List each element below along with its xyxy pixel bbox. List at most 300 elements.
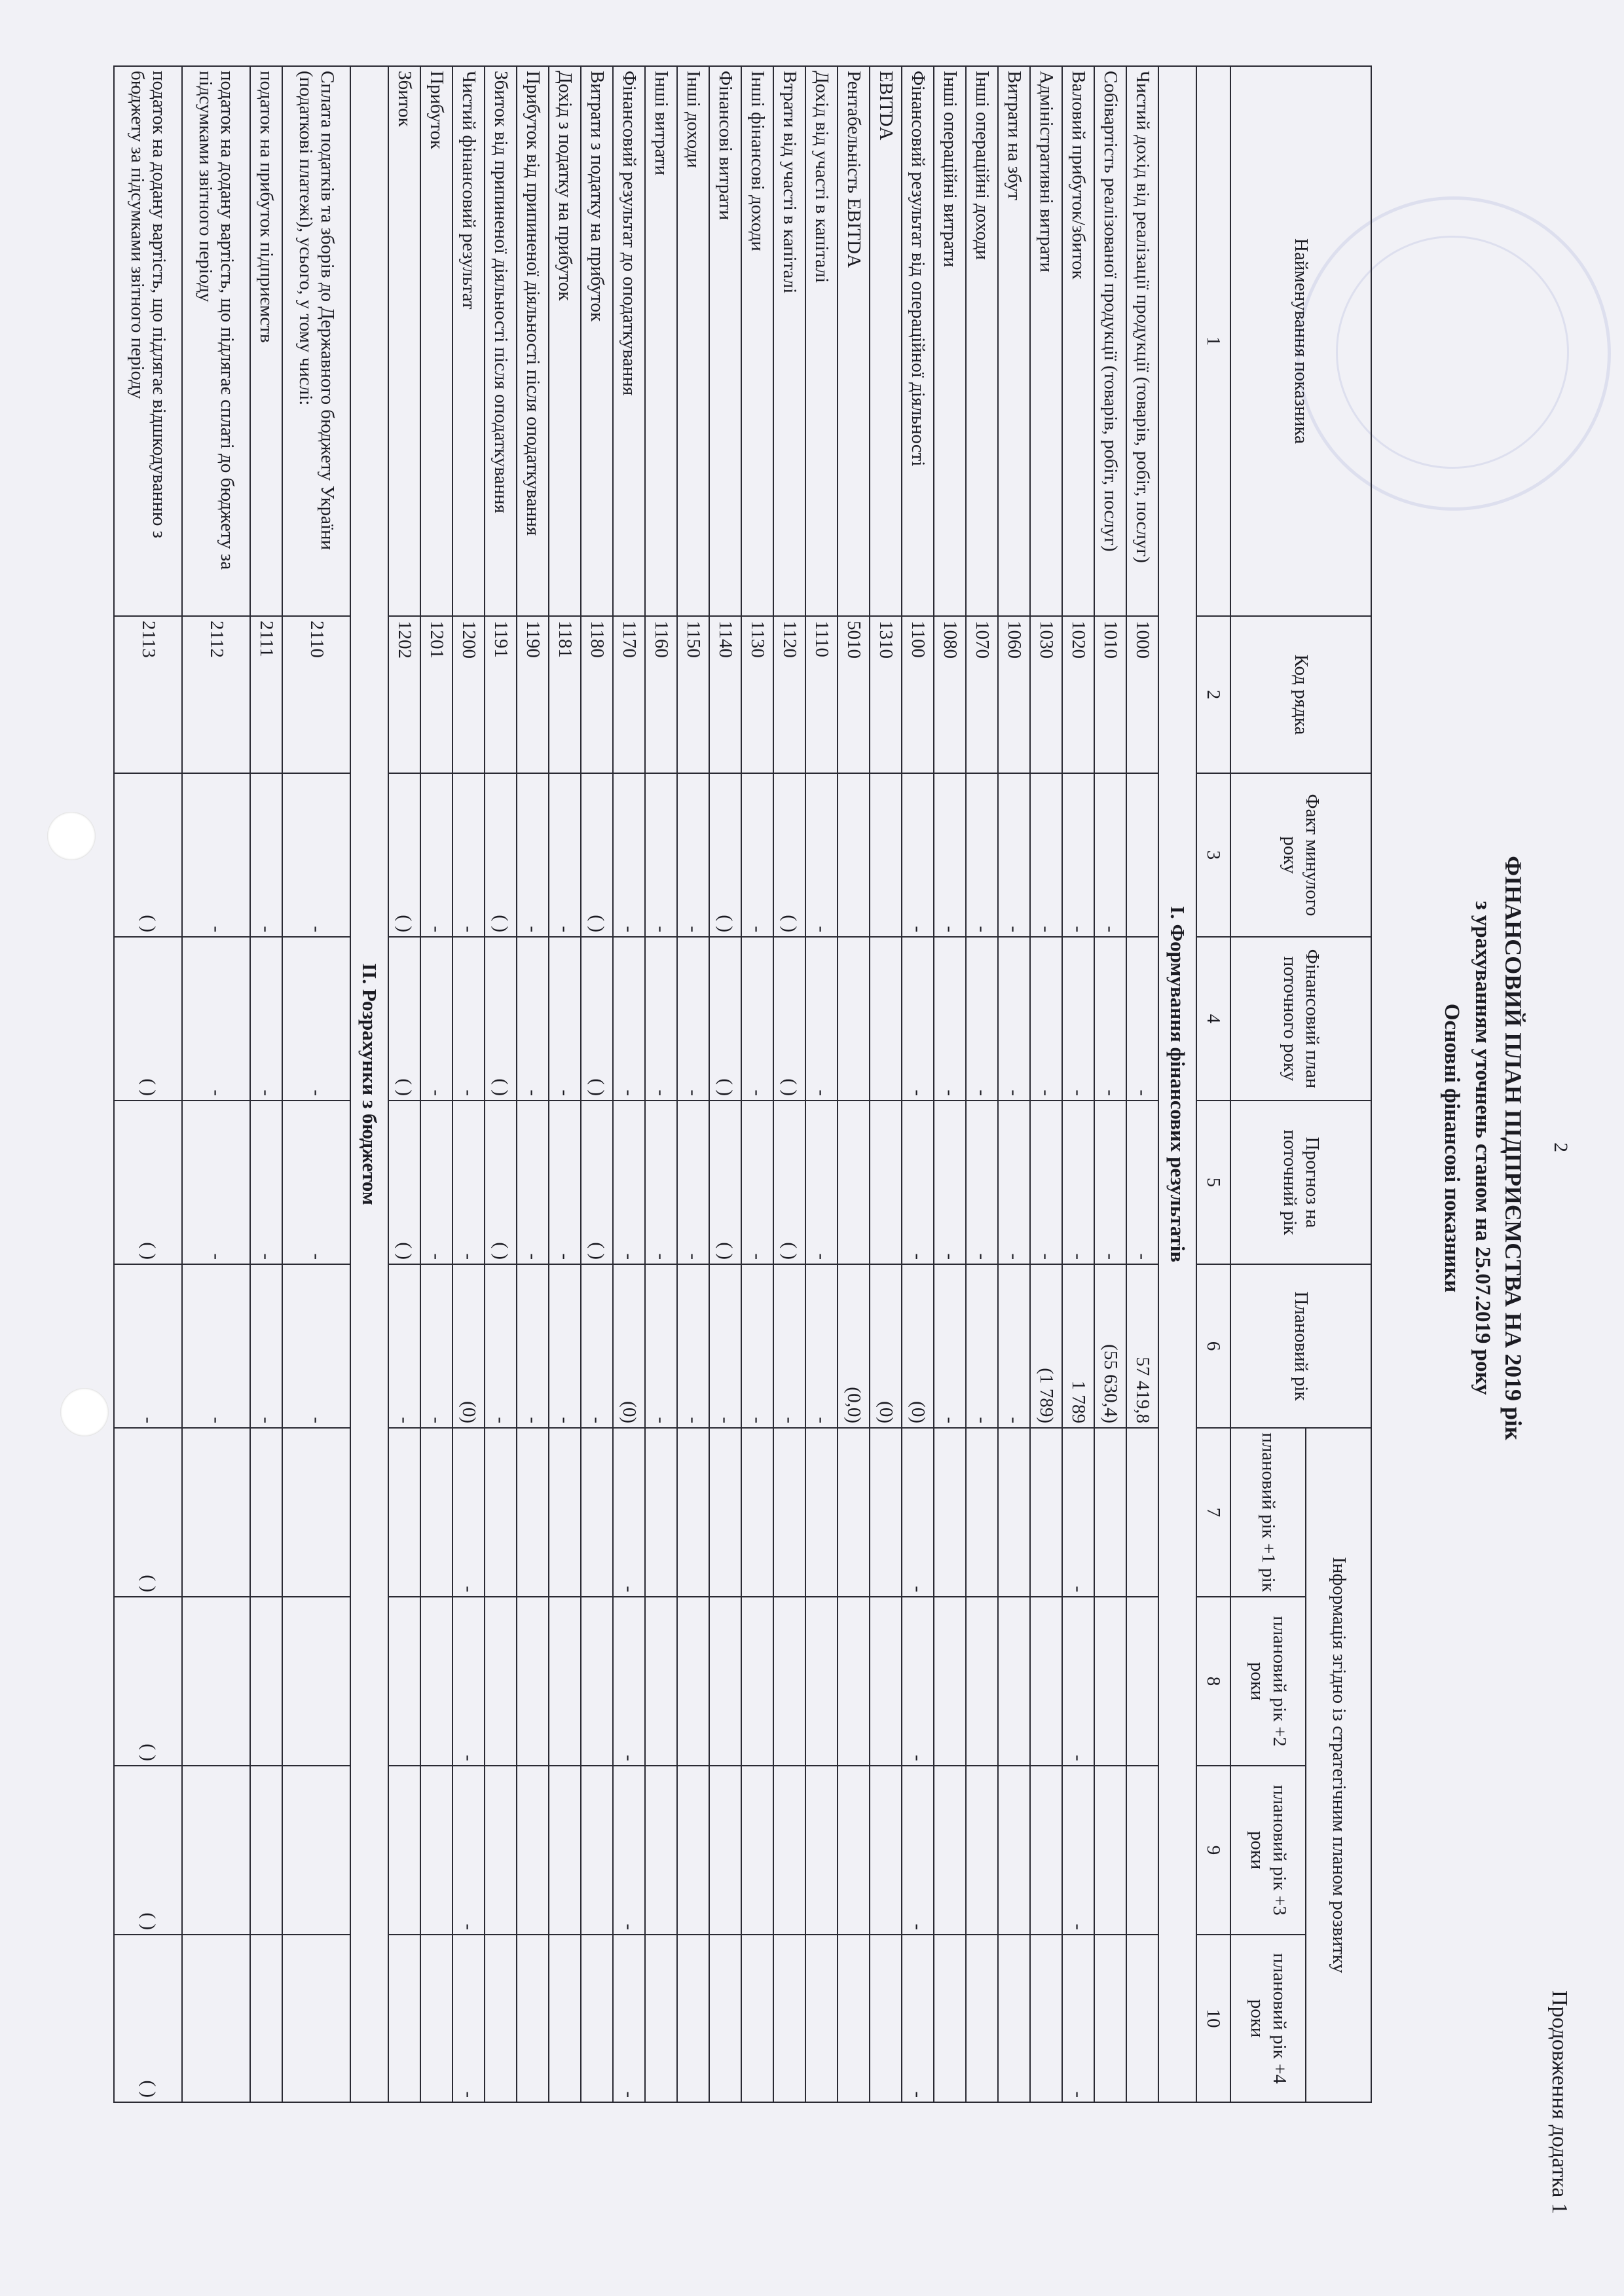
row-value: - bbox=[902, 1597, 934, 1766]
row-value bbox=[773, 1597, 805, 1766]
row-code: 1190 bbox=[517, 616, 549, 773]
row-code: 1202 bbox=[388, 616, 420, 773]
row-value: - bbox=[998, 937, 1030, 1101]
table-row bbox=[645, 66, 677, 2102]
row-value bbox=[581, 1935, 613, 2102]
row-value bbox=[709, 1597, 741, 1766]
row-code: 1120 bbox=[773, 616, 805, 773]
row-value: - bbox=[998, 1101, 1030, 1264]
row-value bbox=[182, 1428, 250, 1597]
section-1-body bbox=[1158, 66, 1196, 2102]
header-fact: Факт минулого року bbox=[1230, 773, 1371, 937]
row-code: 1160 bbox=[645, 616, 677, 773]
row-code: 1000 bbox=[1126, 616, 1158, 773]
table-row bbox=[1030, 66, 1062, 2102]
row-value: - bbox=[114, 1264, 182, 1428]
row-code: 1020 bbox=[1062, 616, 1094, 773]
row-value: - bbox=[282, 1101, 350, 1264]
row-value bbox=[485, 1766, 517, 1935]
row-value: - bbox=[966, 937, 998, 1101]
row-value: ( ) bbox=[709, 773, 741, 937]
row-value: - bbox=[645, 937, 677, 1101]
appendix-continuation: Продовження додатка 1 bbox=[1547, 1990, 1572, 2214]
row-code: 1140 bbox=[709, 616, 741, 773]
row-value bbox=[1126, 1428, 1158, 1597]
row-value: - bbox=[1062, 1597, 1094, 1766]
row-indicator-name: Собівартість реалізованої продукції (товарів, робіт, послуг) bbox=[1094, 66, 1126, 616]
row-code: 5010 bbox=[838, 616, 870, 773]
row-code: 1180 bbox=[581, 616, 613, 773]
row-indicator-name: Дохід від участі в капіталі bbox=[805, 66, 838, 616]
row-value bbox=[485, 1597, 517, 1766]
table-row bbox=[677, 66, 709, 2102]
table-row bbox=[1094, 66, 1126, 2102]
row-value: - bbox=[677, 937, 709, 1101]
row-value: ( ) bbox=[709, 937, 741, 1101]
row-indicator-name: Збиток bbox=[388, 66, 420, 616]
row-value bbox=[870, 1428, 902, 1597]
row-value bbox=[677, 1428, 709, 1597]
row-value: - bbox=[902, 937, 934, 1101]
table-row bbox=[420, 66, 452, 2102]
row-value: - bbox=[1062, 1101, 1094, 1264]
row-value: - bbox=[934, 773, 966, 937]
row-value bbox=[870, 1597, 902, 1766]
row-value bbox=[934, 1766, 966, 1935]
row-value: - bbox=[645, 773, 677, 937]
row-value: - bbox=[902, 1428, 934, 1597]
row-value bbox=[517, 1428, 549, 1597]
row-value: - bbox=[182, 1101, 250, 1264]
row-value: ( ) bbox=[773, 773, 805, 937]
row-value: - bbox=[613, 1935, 645, 2102]
row-value: ( ) bbox=[114, 1101, 182, 1264]
row-value: ( ) bbox=[581, 773, 613, 937]
table-row bbox=[250, 66, 282, 2102]
row-value: - bbox=[677, 1101, 709, 1264]
table-row bbox=[773, 66, 805, 2102]
row-value bbox=[645, 1935, 677, 2102]
row-value bbox=[677, 1935, 709, 2102]
row-indicator-name: Чистий фінансовий результат bbox=[452, 66, 485, 616]
document-title: ФІНАНСОВИЙ ПЛАН ПІДПРИЄМСТВА НА 2019 рік bbox=[1500, 856, 1526, 1440]
row-value: (0) bbox=[613, 1264, 645, 1428]
row-value: - bbox=[420, 937, 452, 1101]
row-value bbox=[388, 1428, 420, 1597]
row-value bbox=[677, 1597, 709, 1766]
table-row bbox=[966, 66, 998, 2102]
row-value: - bbox=[581, 1264, 613, 1428]
row-value: ( ) bbox=[773, 1101, 805, 1264]
header-strategic: Інформація згідно із стратегічним планом розвитку bbox=[1306, 1428, 1371, 2102]
row-value bbox=[870, 1766, 902, 1935]
row-code: 2110 bbox=[282, 616, 350, 773]
row-value bbox=[966, 1766, 998, 1935]
row-value: ( ) bbox=[581, 1101, 613, 1264]
table-row bbox=[741, 66, 773, 2102]
row-value: - bbox=[934, 1101, 966, 1264]
row-value: 1 789 bbox=[1062, 1264, 1094, 1428]
row-value: - bbox=[677, 773, 709, 937]
row-value bbox=[805, 1428, 838, 1597]
row-value: - bbox=[645, 1101, 677, 1264]
row-value: - bbox=[998, 773, 1030, 937]
column-number: 5 bbox=[1196, 1101, 1230, 1264]
row-value: - bbox=[282, 1264, 350, 1428]
row-value bbox=[1126, 1597, 1158, 1766]
row-indicator-name: Інші операційні витрати bbox=[934, 66, 966, 616]
row-value bbox=[549, 1428, 581, 1597]
column-number: 6 bbox=[1196, 1264, 1230, 1428]
row-indicator-name: Інші витрати bbox=[645, 66, 677, 616]
row-value: ( ) bbox=[485, 773, 517, 937]
row-value bbox=[773, 1428, 805, 1597]
table-row bbox=[870, 66, 902, 2102]
row-value bbox=[1030, 1766, 1062, 1935]
row-value bbox=[934, 1935, 966, 2102]
row-value bbox=[709, 1428, 741, 1597]
row-value: - bbox=[549, 1101, 581, 1264]
row-value bbox=[250, 1428, 282, 1597]
row-value bbox=[549, 1597, 581, 1766]
row-value: (0) bbox=[902, 1264, 934, 1428]
table-row bbox=[934, 66, 966, 2102]
row-value bbox=[709, 1766, 741, 1935]
row-value: - bbox=[613, 1766, 645, 1935]
header-year-3: плановий рік +3 роки bbox=[1230, 1766, 1306, 1935]
column-number: 3 bbox=[1196, 773, 1230, 937]
row-value: - bbox=[452, 1766, 485, 1935]
row-value bbox=[741, 1935, 773, 2102]
row-value bbox=[420, 1597, 452, 1766]
row-value: - bbox=[452, 773, 485, 937]
column-number: 4 bbox=[1196, 937, 1230, 1101]
row-value bbox=[182, 1935, 250, 2102]
row-value: - bbox=[1030, 773, 1062, 937]
row-indicator-name: Витрати на збут bbox=[998, 66, 1030, 616]
row-value bbox=[581, 1597, 613, 1766]
table-row bbox=[182, 66, 250, 2102]
table-row bbox=[1126, 66, 1158, 2102]
row-value: - bbox=[709, 1264, 741, 1428]
row-value: - bbox=[966, 1101, 998, 1264]
row-value: - bbox=[1126, 1101, 1158, 1264]
row-value: - bbox=[250, 937, 282, 1101]
row-value bbox=[581, 1428, 613, 1597]
row-value: - bbox=[452, 937, 485, 1101]
row-value: ( ) bbox=[388, 937, 420, 1101]
row-value: - bbox=[773, 1264, 805, 1428]
row-indicator-name: Рентабельність EBITDA bbox=[838, 66, 870, 616]
row-indicator-name: Адміністративні витрати bbox=[1030, 66, 1062, 616]
row-value bbox=[1126, 1766, 1158, 1935]
column-number: 10 bbox=[1196, 1935, 1230, 2102]
row-value: - bbox=[549, 1264, 581, 1428]
row-value bbox=[645, 1597, 677, 1766]
table-row bbox=[709, 66, 741, 2102]
row-value bbox=[282, 1428, 350, 1597]
row-value: (1 789) bbox=[1030, 1264, 1062, 1428]
row-indicator-name: податок на додану вартість, що підлягає відшкодуванню з бюджету за підсумками звітного періоду bbox=[114, 66, 182, 616]
row-value bbox=[838, 1766, 870, 1935]
row-value bbox=[934, 1428, 966, 1597]
header-code: Код рядка bbox=[1230, 616, 1371, 773]
row-code: 1150 bbox=[677, 616, 709, 773]
row-value: (0,0) bbox=[838, 1264, 870, 1428]
row-value: - bbox=[741, 773, 773, 937]
financial-indicators-table bbox=[113, 65, 1372, 2103]
row-value: - bbox=[934, 937, 966, 1101]
row-code: 2111 bbox=[250, 616, 282, 773]
row-value bbox=[998, 1428, 1030, 1597]
row-value: - bbox=[182, 773, 250, 937]
row-value bbox=[998, 1935, 1030, 2102]
row-value: - bbox=[182, 1264, 250, 1428]
table-row bbox=[517, 66, 549, 2102]
row-code: 1170 bbox=[613, 616, 645, 773]
row-value: ( ) bbox=[388, 1101, 420, 1264]
document-subtitle-2: Основні фінансові показники bbox=[1440, 1003, 1464, 1293]
row-value bbox=[282, 1935, 350, 2102]
row-value: - bbox=[1062, 1766, 1094, 1935]
row-value bbox=[966, 1428, 998, 1597]
row-code: 1310 bbox=[870, 616, 902, 773]
row-code: 1100 bbox=[902, 616, 934, 773]
row-indicator-name: Прибуток bbox=[420, 66, 452, 616]
row-value: - bbox=[902, 773, 934, 937]
row-code: 1110 bbox=[805, 616, 838, 773]
header-year-4: плановий рік +4 роки bbox=[1230, 1935, 1306, 2102]
row-value bbox=[549, 1766, 581, 1935]
row-value: (55 630,4) bbox=[1094, 1264, 1126, 1428]
row-value bbox=[485, 1428, 517, 1597]
row-value: ( ) bbox=[485, 937, 517, 1101]
row-value: ( ) bbox=[581, 937, 613, 1101]
table-row bbox=[902, 66, 934, 2102]
table-row bbox=[805, 66, 838, 2102]
row-code: 1030 bbox=[1030, 616, 1062, 773]
column-number: 8 bbox=[1196, 1597, 1230, 1766]
row-value bbox=[838, 773, 870, 937]
row-value bbox=[709, 1935, 741, 2102]
header-year-1: плановий рік +1 рік bbox=[1230, 1428, 1306, 1597]
row-value bbox=[1126, 773, 1158, 937]
row-value: - bbox=[902, 1935, 934, 2102]
row-value: - bbox=[1062, 1428, 1094, 1597]
column-number: 2 bbox=[1196, 616, 1230, 773]
row-indicator-name: Прибуток від припиненої діяльності після оподаткування bbox=[517, 66, 549, 616]
row-value: - bbox=[741, 1101, 773, 1264]
row-value bbox=[838, 1597, 870, 1766]
row-value: ( ) bbox=[114, 937, 182, 1101]
row-value: ( ) bbox=[709, 1101, 741, 1264]
row-value: - bbox=[934, 1264, 966, 1428]
table-row bbox=[485, 66, 517, 2102]
row-indicator-name: EBITDA bbox=[870, 66, 902, 616]
row-value bbox=[182, 1597, 250, 1766]
row-value bbox=[388, 1935, 420, 2102]
row-value: - bbox=[452, 1597, 485, 1766]
row-value: - bbox=[1030, 937, 1062, 1101]
row-value bbox=[420, 1428, 452, 1597]
row-value: - bbox=[388, 1264, 420, 1428]
row-value: ( ) bbox=[114, 1597, 182, 1766]
row-value: - bbox=[250, 773, 282, 937]
row-value bbox=[870, 1101, 902, 1264]
column-numbers-row bbox=[1196, 66, 1230, 2102]
row-value: - bbox=[966, 1264, 998, 1428]
row-value: - bbox=[805, 937, 838, 1101]
row-value: - bbox=[645, 1264, 677, 1428]
row-indicator-name: Дохід з податку на прибуток bbox=[549, 66, 581, 616]
row-value: - bbox=[613, 1101, 645, 1264]
section-2-title: ІІ. Розрахунки з бюджетом bbox=[350, 66, 388, 2102]
row-value: - bbox=[805, 1264, 838, 1428]
row-value bbox=[805, 1766, 838, 1935]
row-value: ( ) bbox=[114, 1766, 182, 1935]
row-value bbox=[805, 1935, 838, 2102]
row-value: - bbox=[1094, 1101, 1126, 1264]
row-indicator-name: Фінансові витрати bbox=[709, 66, 741, 616]
row-value: - bbox=[549, 937, 581, 1101]
row-value: - bbox=[1126, 937, 1158, 1101]
row-value bbox=[485, 1935, 517, 2102]
row-value bbox=[517, 1935, 549, 2102]
row-value: - bbox=[250, 1101, 282, 1264]
row-indicator-name: Чистий дохід від реалізації продукції (товарів, робіт, послуг) bbox=[1126, 66, 1158, 616]
row-indicator-name: Сплата податків та зборів до Державного бюджету України (податкові платежі), усього, у тому числі: bbox=[282, 66, 350, 616]
row-value bbox=[773, 1935, 805, 2102]
row-code: 1201 bbox=[420, 616, 452, 773]
row-code: 1130 bbox=[741, 616, 773, 773]
row-code: 2113 bbox=[114, 616, 182, 773]
header-name: Найменування показника bbox=[1230, 66, 1371, 616]
table-row bbox=[114, 66, 182, 2102]
section-2-rows bbox=[114, 66, 350, 2102]
row-value bbox=[1094, 1935, 1126, 2102]
row-indicator-name: Витрати з податку на прибуток bbox=[581, 66, 613, 616]
row-value bbox=[250, 1935, 282, 2102]
row-value bbox=[1030, 1428, 1062, 1597]
row-value bbox=[645, 1428, 677, 1597]
row-value bbox=[838, 937, 870, 1101]
row-value bbox=[998, 1597, 1030, 1766]
row-value: - bbox=[282, 937, 350, 1101]
row-code: 1080 bbox=[934, 616, 966, 773]
row-value bbox=[1126, 1935, 1158, 2102]
row-indicator-name: Інші операційні доходи bbox=[966, 66, 998, 616]
row-code: 1010 bbox=[1094, 616, 1126, 773]
row-value bbox=[420, 1935, 452, 2102]
row-value bbox=[805, 1597, 838, 1766]
header-plan-current: Фінансовий план поточного року bbox=[1230, 937, 1371, 1101]
row-value: - bbox=[613, 1428, 645, 1597]
row-code: 1070 bbox=[966, 616, 998, 773]
row-value bbox=[934, 1597, 966, 1766]
row-code: 1191 bbox=[485, 616, 517, 773]
row-value: - bbox=[613, 937, 645, 1101]
row-value bbox=[182, 1766, 250, 1935]
row-indicator-name: податок на прибуток підприємств bbox=[250, 66, 282, 616]
row-value: - bbox=[452, 1935, 485, 2102]
table-row bbox=[1062, 66, 1094, 2102]
row-indicator-name: Фінансовий результат від операційної діяльності bbox=[902, 66, 934, 616]
row-value: - bbox=[1062, 773, 1094, 937]
row-value bbox=[1094, 1428, 1126, 1597]
row-value bbox=[998, 1766, 1030, 1935]
row-indicator-name: Інші фінансові доходи bbox=[741, 66, 773, 616]
row-value: ( ) bbox=[485, 1101, 517, 1264]
row-value: - bbox=[741, 937, 773, 1101]
row-code: 1181 bbox=[549, 616, 581, 773]
row-value bbox=[741, 1766, 773, 1935]
row-value: - bbox=[1094, 773, 1126, 937]
row-value: - bbox=[452, 1428, 485, 1597]
row-code: 1060 bbox=[998, 616, 1030, 773]
table-row bbox=[838, 66, 870, 2102]
column-number: 1 bbox=[1196, 66, 1230, 616]
row-value: - bbox=[805, 773, 838, 937]
row-code: 2112 bbox=[182, 616, 250, 773]
table-row bbox=[282, 66, 350, 2102]
header-planned: Плановий рік bbox=[1230, 1264, 1371, 1428]
column-number: 7 bbox=[1196, 1428, 1230, 1597]
row-value: - bbox=[182, 937, 250, 1101]
row-value: - bbox=[517, 1101, 549, 1264]
table-row bbox=[613, 66, 645, 2102]
row-value: - bbox=[1094, 937, 1126, 1101]
table-row bbox=[452, 66, 485, 2102]
row-value bbox=[677, 1766, 709, 1935]
table-row bbox=[549, 66, 581, 2102]
row-indicator-name: Фінансовий результат до оподаткування bbox=[613, 66, 645, 616]
row-value: - bbox=[613, 773, 645, 937]
row-value: - bbox=[517, 1264, 549, 1428]
row-value bbox=[870, 937, 902, 1101]
header-forecast: Прогноз на поточний рік bbox=[1230, 1101, 1371, 1264]
row-value bbox=[966, 1597, 998, 1766]
row-value bbox=[1030, 1935, 1062, 2102]
row-value bbox=[741, 1428, 773, 1597]
row-value bbox=[1094, 1766, 1126, 1935]
row-value bbox=[250, 1766, 282, 1935]
row-value: - bbox=[1062, 1935, 1094, 2102]
row-value: - bbox=[966, 773, 998, 937]
row-value bbox=[741, 1597, 773, 1766]
row-value: - bbox=[1030, 1101, 1062, 1264]
row-value bbox=[282, 1766, 350, 1935]
row-indicator-name: Валовий прибуток/збиток bbox=[1062, 66, 1094, 616]
row-value: - bbox=[805, 1101, 838, 1264]
row-value bbox=[388, 1597, 420, 1766]
column-number: 9 bbox=[1196, 1766, 1230, 1935]
row-value: - bbox=[420, 1264, 452, 1428]
row-indicator-name: Втрати від участі в капіталі bbox=[773, 66, 805, 616]
row-value: - bbox=[902, 1766, 934, 1935]
row-value bbox=[1030, 1597, 1062, 1766]
row-value: - bbox=[420, 773, 452, 937]
row-value: ( ) bbox=[114, 773, 182, 937]
row-value: - bbox=[677, 1264, 709, 1428]
row-indicator-name: Інші доходи bbox=[677, 66, 709, 616]
section-2-body bbox=[350, 66, 388, 2102]
document-subtitle: з урахуванням уточнень станом на 25.07.2019 року bbox=[1471, 901, 1494, 1395]
row-value: - bbox=[452, 1101, 485, 1264]
row-indicator-name: Збиток від припиненої діяльності після оподаткування bbox=[485, 66, 517, 616]
table-row bbox=[388, 66, 420, 2102]
row-value bbox=[838, 1101, 870, 1264]
row-value: ( ) bbox=[114, 1935, 182, 2102]
